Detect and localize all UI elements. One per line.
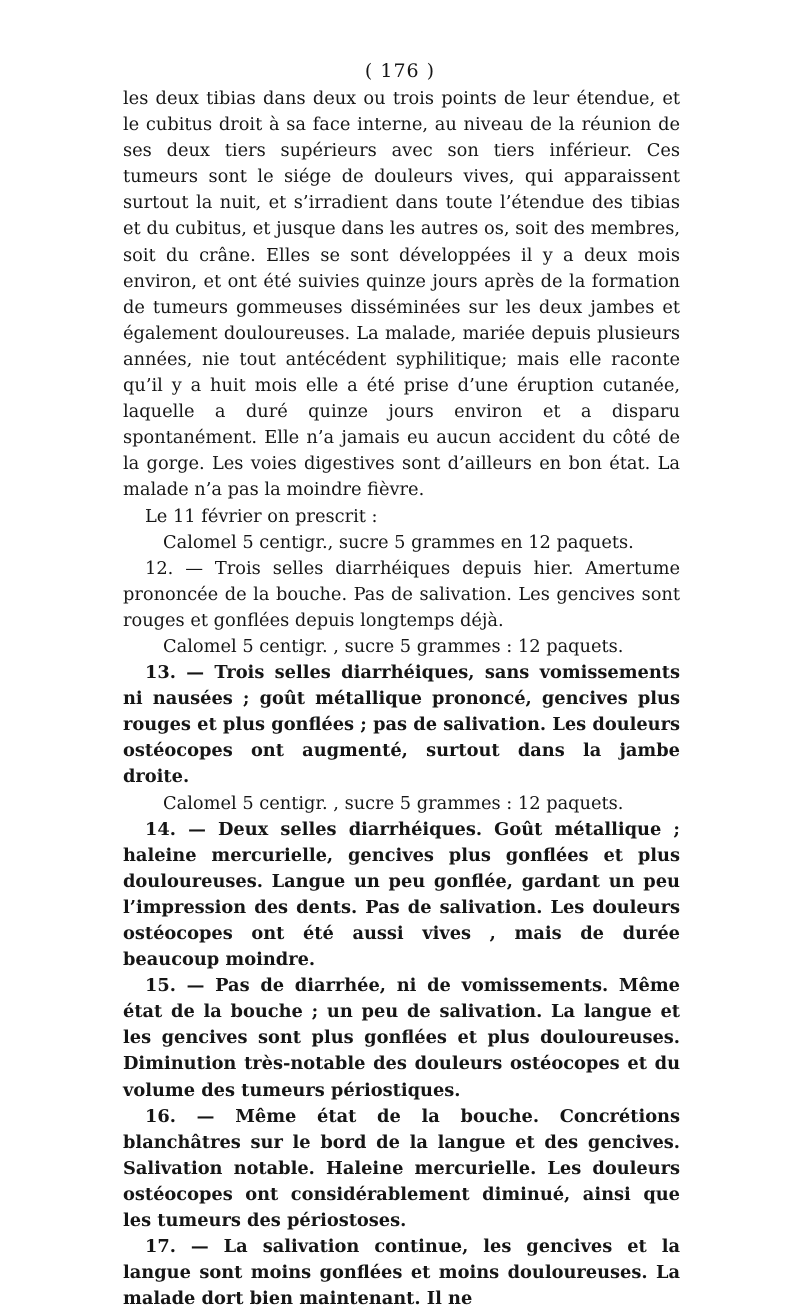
prescription-line: Calomel 5 centigr. , sucre 5 grammes : 12 paquets. [163, 792, 624, 814]
paragraph-continuation: les deux tibias dans deux ou trois points de leur étendue, et le cubitus droit à sa face interne, au niveau de la réunion de ses deux tiers supérieurs avec son tiers inférieur. Ces tumeurs sont le siége de douleurs vives, qui apparaissent surtout la nuit, et s’irradient dans toute l’étendue des tibias et du cubitus, et jusque dans les autres os, soit des membres, soit du crâne. Elles se sont développées il y a deux mois environ, et ont été suivies quinze jours après de la formation de tumeurs gommeuses disséminées sur les deux jambes et également douloureuses. La malade, mariée depuis plusieurs années, nie tout antécédent syphilitique; mais elle raconte qu’il y a huit mois elle a été prise d’une éruption cutanée, laquelle a duré quinze jours environ et a disparu spontanément. Elle n’a jamais eu aucun accident du côté de la gorge. Les voies digestives sont d’ailleurs en bon état. La malade n’a pas la moindre fièvre. [123, 88, 680, 501]
paragraph-day-16: 16. — Même état de la bouche. Concrétions blanchâtres sur le bord de la langue et des gencives. Salivation notable. Haleine mercurielle. Les douleurs ostéocopes ont considérablement diminué, ainsi que les tumeurs des périostoses. [123, 1105, 680, 1232]
paragraph-day-12: 12. — Trois selles diarrhéiques depuis hier. Amertume prononcée de la bouche. Pas de salivation. Les gencives sont rouges et gonflées depuis longtemps déjà. [123, 557, 680, 631]
paragraph-day-15: 15. — Pas de diarrhée, ni de vomissements. Même état de la bouche ; un peu de salivation. La langue et les gencives sont plus gonflées et plus douloureuses. Diminution très-notable des douleurs ostéocopes et du volume des tumeurs périostiques. [123, 975, 680, 1101]
paragraph-day-17: 17. — La salivation continue, les gencives et la langue sont moins gonflées et moins douloureuses. La malade dort bien maintenant. Il ne [123, 1236, 680, 1310]
prescription-line: Calomel 5 centigr., sucre 5 grammes en 12 paquets. [163, 531, 634, 553]
prescription-line: Calomel 5 centigr. , sucre 5 grammes : 12 paquets. [163, 635, 624, 657]
paragraph-prescription-date: Le 11 février on prescrit : [145, 505, 378, 527]
body-text [123, 86, 680, 1312]
paragraph-day-14: 14. — Deux selles diarrhéiques. Goût métallique ; haleine mercurielle, gencives plus gonflées et plus douloureuses. Langue un peu gonflée, gardant un peu l’impression des dents. Pas de salivation. Les douleurs ostéocopes ont été aussi vives , mais de durée beaucoup moindre. [123, 818, 680, 971]
page-number: ( 176 ) [364, 60, 436, 82]
paragraph-day-13: 13. — Trois selles diarrhéiques, sans vomissements ni nausées ; goût métallique prononcé, gencives plus rouges et plus gonflées ; pas de salivation. Les douleurs ostéocopes ont augmenté, surtout dans la jambe droite. [123, 662, 680, 788]
